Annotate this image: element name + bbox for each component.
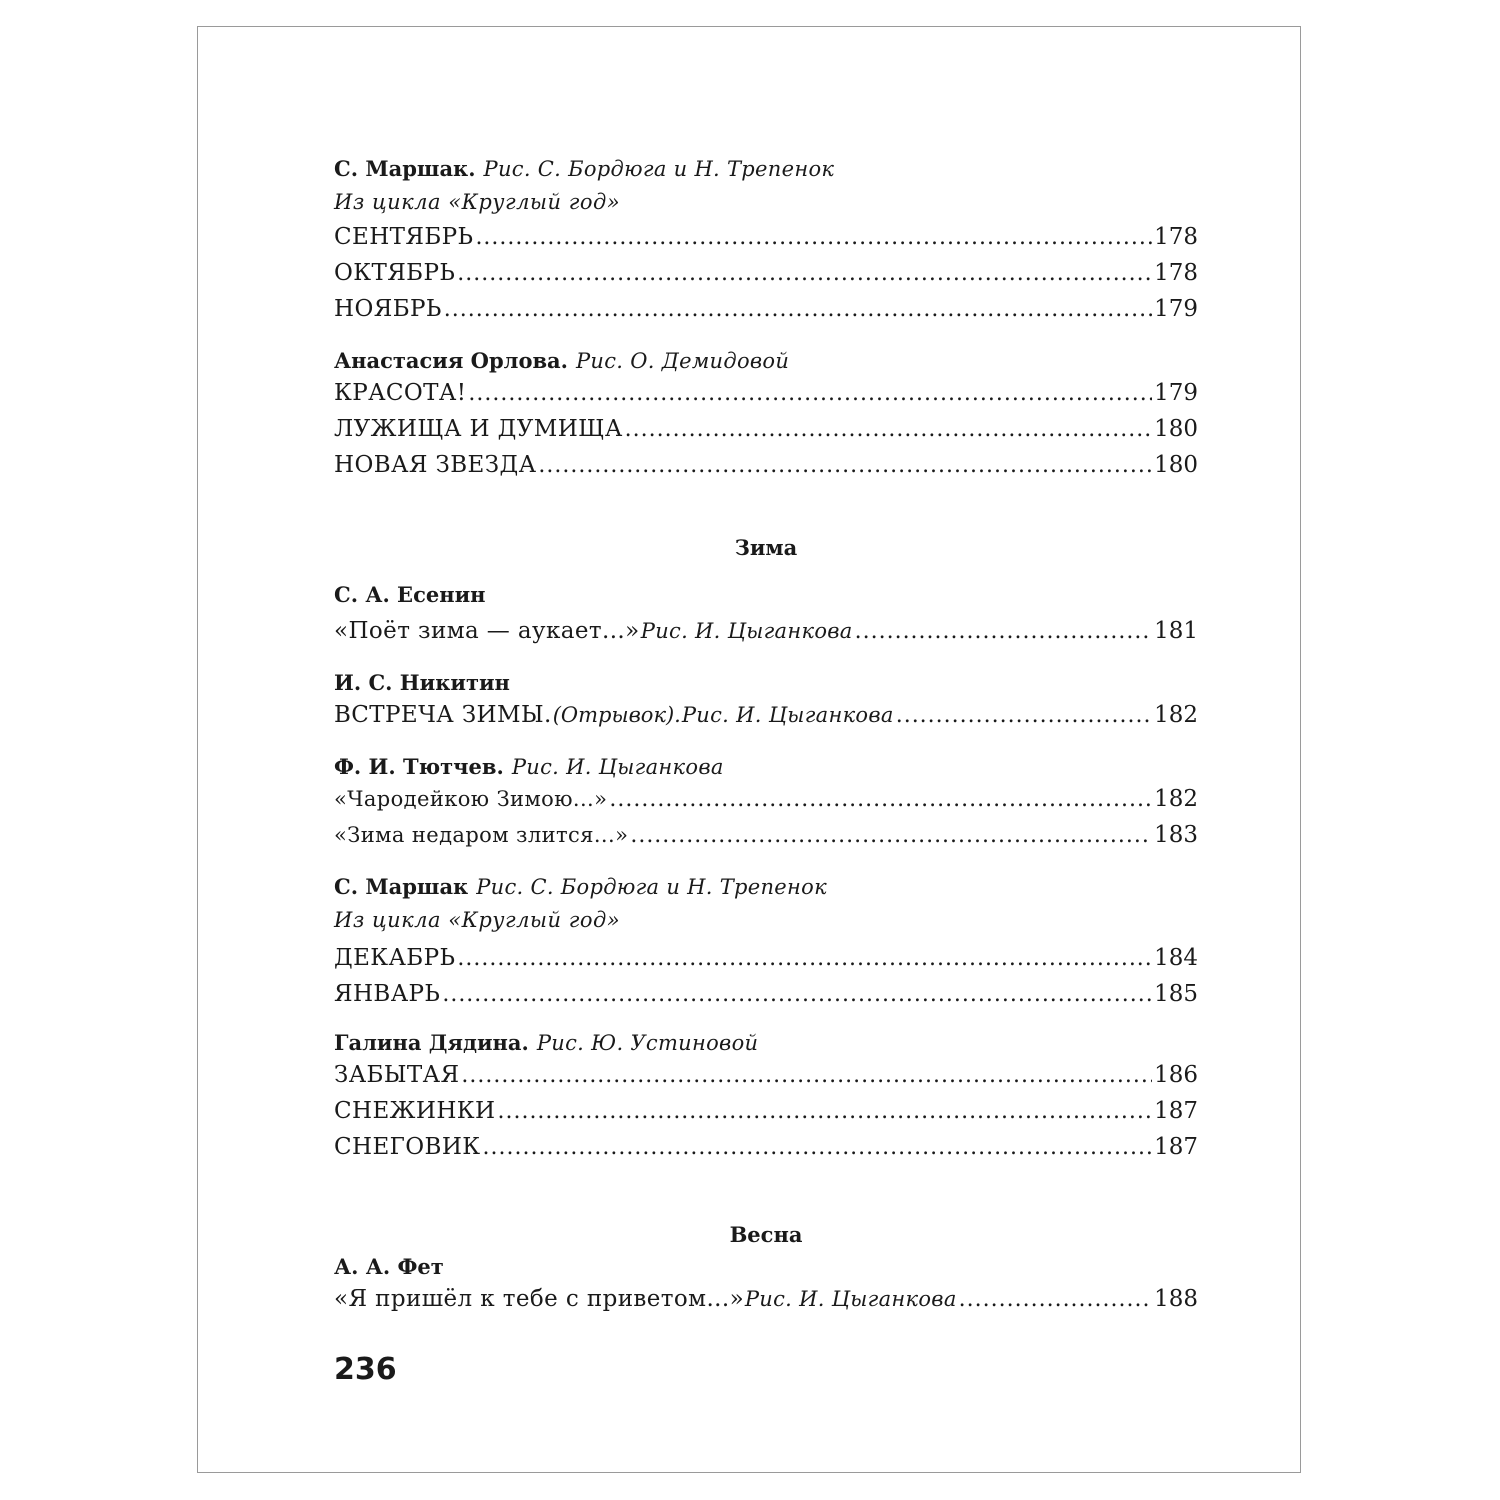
illustrator: Рис. И. Цыганкова <box>511 755 724 779</box>
toc-entry[interactable] <box>334 786 1198 820</box>
author-name: А. А. Фет <box>334 1254 444 1279</box>
toc-entry[interactable] <box>334 452 1198 486</box>
toc-entry[interactable] <box>334 296 1198 330</box>
entry-title: ЗАБЫТАЯ <box>334 1062 460 1088</box>
dot-leader <box>461 1063 1152 1088</box>
dot-leader <box>468 381 1152 406</box>
dot-leader <box>444 297 1152 322</box>
dot-leader <box>609 787 1152 812</box>
toc-entry[interactable] <box>334 1286 1198 1320</box>
illustrator: Рис. Ю. Устиновой <box>536 1031 759 1055</box>
entry-page: 179 <box>1154 380 1198 406</box>
dot-leader <box>959 1287 1152 1312</box>
illustrator: Рис. И. Цыганкова <box>681 703 894 727</box>
entry-page: 186 <box>1154 1062 1198 1088</box>
author-line <box>334 670 1198 704</box>
entry-title: СНЕЖИНКИ <box>334 1098 496 1124</box>
dot-leader <box>457 946 1152 971</box>
entry-title: НОЯБРЬ <box>334 296 442 322</box>
author-name: С. Маршак. <box>334 156 476 181</box>
toc-entry[interactable] <box>334 1062 1198 1096</box>
toc-entry[interactable] <box>334 981 1198 1015</box>
dot-leader <box>538 453 1152 478</box>
author-name: С. А. Есенин <box>334 582 486 607</box>
entry-page: 187 <box>1154 1098 1198 1124</box>
author-name: С. Маршак <box>334 874 469 899</box>
toc-entry[interactable] <box>334 224 1198 258</box>
entry-title: «Я пришёл к тебе с приветом...» <box>334 1286 745 1312</box>
entry-title: «Чародейкою Зимою...» <box>334 787 608 811</box>
entry-title: ОКТЯБРЬ <box>334 260 456 286</box>
cycle-line <box>334 908 1198 942</box>
entry-title: «Поёт зима — аукает...» <box>334 618 640 644</box>
entry-page: 183 <box>1154 822 1198 848</box>
entry-page: 184 <box>1154 945 1198 971</box>
author-name: И. С. Никитин <box>334 670 510 695</box>
cycle-title: Из цикла «Круглый год» <box>334 190 621 214</box>
entry-title: ЛУЖИЩА И ДУМИЩА <box>334 416 623 442</box>
toc-entry[interactable] <box>334 380 1198 414</box>
author-line <box>334 1030 1198 1064</box>
dot-leader <box>630 823 1152 848</box>
illustrator: Рис. И. Цыганкова <box>640 619 853 643</box>
dot-leader <box>483 1135 1153 1160</box>
dot-leader <box>442 982 1152 1007</box>
toc-entry[interactable] <box>334 260 1198 294</box>
entry-page: 185 <box>1154 981 1198 1007</box>
author-name: Галина Дядина. <box>334 1030 529 1055</box>
author-line <box>334 1254 1198 1288</box>
dot-leader <box>457 261 1152 286</box>
entry-title: КРАСОТА! <box>334 380 467 406</box>
entry-page: 181 <box>1154 618 1198 644</box>
author-line <box>334 874 1198 908</box>
dot-leader <box>896 703 1152 728</box>
author-line <box>334 582 1198 616</box>
toc-entry[interactable] <box>334 822 1198 856</box>
entry-page: 180 <box>1154 416 1198 442</box>
author-line <box>334 348 1198 382</box>
illustrator: Рис. С. Бордюга и Н. Трепенок <box>476 875 827 899</box>
toc-entry[interactable] <box>334 618 1198 652</box>
toc-entry[interactable] <box>334 702 1198 736</box>
author-name: Ф. И. Тютчев. <box>334 754 504 779</box>
toc-entry[interactable] <box>334 1134 1198 1168</box>
author-line <box>334 156 1198 190</box>
dot-leader <box>475 225 1152 250</box>
entry-title: «Зима недаром злится...» <box>334 823 629 847</box>
entry-title: НОВАЯ ЗВЕЗДА <box>334 452 537 478</box>
entry-note: (Отрывок). <box>552 703 681 727</box>
dot-leader <box>855 619 1152 644</box>
toc-entry[interactable] <box>334 1098 1198 1132</box>
entry-title: ДЕКАБРЬ <box>334 945 456 971</box>
entry-title: СНЕГОВИК <box>334 1134 481 1160</box>
illustrator: Рис. О. Демидовой <box>575 349 790 373</box>
page-number: 236 <box>334 1352 397 1387</box>
toc-entry[interactable] <box>334 945 1198 979</box>
entry-page: 179 <box>1154 296 1198 322</box>
toc-entry[interactable] <box>334 416 1198 450</box>
entry-page: 178 <box>1154 260 1198 286</box>
entry-page: 178 <box>1154 224 1198 250</box>
dot-leader <box>497 1099 1152 1124</box>
author-line <box>334 754 1198 788</box>
cycle-line <box>334 190 1198 224</box>
entry-page: 182 <box>1154 786 1198 812</box>
entry-title: СЕНТЯБРЬ <box>334 224 474 250</box>
illustrator: Рис. С. Бордюга и Н. Трепенок <box>483 157 835 181</box>
cycle-title: Из цикла «Круглый год» <box>334 908 621 932</box>
entry-page: 188 <box>1154 1286 1198 1312</box>
entry-title: ЯНВАРЬ <box>334 981 441 1007</box>
dot-leader <box>625 417 1152 442</box>
entry-title: ВСТРЕЧА ЗИМЫ. <box>334 702 552 728</box>
section-heading-spring: Весна <box>729 1222 803 1247</box>
section-heading-winter: Зима <box>734 535 798 560</box>
illustrator: Рис. И. Цыганкова <box>744 1287 957 1311</box>
author-name: Анастасия Орлова. <box>334 348 568 373</box>
entry-page: 182 <box>1154 702 1198 728</box>
entry-page: 180 <box>1154 452 1198 478</box>
entry-page: 187 <box>1154 1134 1198 1160</box>
